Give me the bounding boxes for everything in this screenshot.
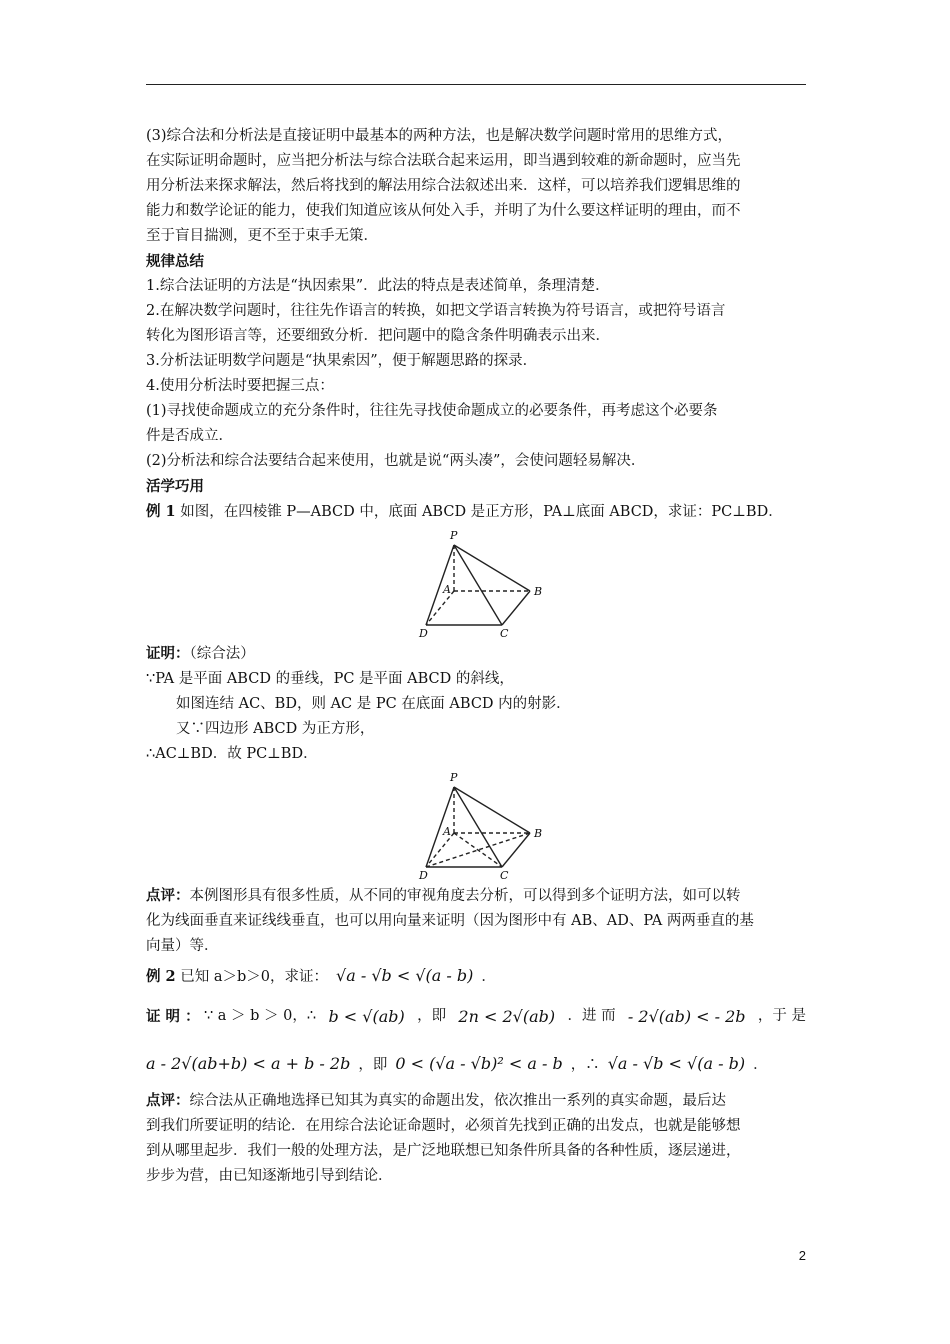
- comment-1: 点评：本例图形具有很多性质，从不同的审视角度去分析，可以得到多个证明方法，如可以转: [146, 887, 741, 904]
- rule-item: 4.使用分析法时要把握三点：: [146, 378, 334, 394]
- vertex-label: P: [450, 771, 458, 784]
- proof-line: 又∵四边形 ABCD 为正方形，: [176, 721, 375, 737]
- pyramid-figure-1: [146, 529, 806, 641]
- pyramid-diagram: [416, 771, 546, 881]
- rule-item: 转化为图形语言等，还要细致分析．把问题中的隐含条件明确表示出来．: [146, 328, 610, 344]
- header-rule: [146, 84, 806, 85]
- vertex-label: A: [443, 583, 451, 596]
- vertex-label: D: [419, 869, 428, 881]
- comment-label: 点评：: [146, 1092, 190, 1109]
- proof-header: 证明：（综合法）: [146, 645, 255, 662]
- formula: a - 2√(ab+b) < a + b - 2b: [146, 1054, 351, 1073]
- vertex-label: C: [500, 627, 509, 639]
- proof-label: 证明：: [146, 645, 190, 662]
- comment-line: 到我们所要证明的结论．在用综合法论证命题时，必须首先找到正确的出发点，也就是能够想: [146, 1118, 741, 1134]
- vertex-label: B: [534, 827, 543, 840]
- page-number: 2: [798, 1248, 806, 1263]
- comment-line: 步步为营，由已知逐渐地引导到结论．: [146, 1168, 393, 1184]
- paragraph: 用分析法来探求解法，然后将找到的解法用综合法叙述出来．这样，可以培养我们逻辑思维的: [146, 178, 741, 194]
- pyramid-diagram: [416, 529, 546, 639]
- proof-2-line-2: a - 2√(ab+b) < a + b - 2b ，即 0 < (√a - √b)² < a - b ，∴ √a - √b < √(a - b) ．: [146, 1054, 768, 1073]
- paragraph: (3)综合法和分析法是直接证明中最基本的两种方法，也是解决数学问题时常用的思维方式，: [146, 128, 733, 144]
- vertex-label: B: [534, 585, 543, 598]
- comment-line: 到从哪里起步．我们一般的处理方法，是广泛地联想已知条件所具备的各种性质，逐层递进，: [146, 1143, 741, 1159]
- document-body: [146, 124, 806, 1189]
- vertex-label: P: [450, 529, 458, 542]
- rule-item: (2)分析法和综合法要结合起来使用，也就是说“两头凑”，会使问题轻易解决．: [146, 453, 646, 469]
- comment-label: 点评：: [146, 887, 190, 904]
- comment-line: 向量）等．: [146, 938, 219, 954]
- example-text: 如图，在四棱锥 P—ABCD 中，底面 ABCD 是正方形，PA⊥底面 ABCD，求证：PC⊥BD．: [175, 504, 783, 520]
- proof-2-line-1: 证 明 ： ∵ a ＞ b ＞ 0，∴ b < √(ab) ，即 2n < 2√(ab) ．进 而 - 2√(ab) < - 2b ，于 是: [146, 1004, 806, 1029]
- comment-line: 化为线面垂直来证线线垂直，也可以用向量来证明（因为图形中有 AB、AD、PA 两两垂直的基: [146, 913, 754, 929]
- comment-2: 点评：综合法从正确地选择已知其为真实的命题出发，依次推出一系列的真实命题，最后达: [146, 1092, 726, 1109]
- proof-line: ∴AC⊥BD．故 PC⊥BD．: [146, 746, 318, 762]
- proof-line: ∵PA 是平面 ABCD 的垂线，PC 是平面 ABCD 的斜线，: [146, 671, 514, 687]
- example-label: 例 1: [146, 503, 176, 520]
- rule-item: 2.在解决数学问题时，往往先作语言的转换，如把文学语言转换为符号语言，或把符号语言: [146, 303, 726, 319]
- rule-item: 件是否成立．: [146, 428, 233, 444]
- rule-item: (1)寻找使命题成立的充分条件时，往往先寻找使命题成立的必要条件，再考虑这个必要条: [146, 403, 718, 419]
- formula: 2n < 2√(ab): [458, 1007, 556, 1026]
- example-label: 例 2: [146, 968, 176, 985]
- formula: √a - √b < √(a - b): [607, 1054, 746, 1073]
- formula: 0 < (√a - √b)² < a - b: [395, 1054, 563, 1073]
- section-heading-practice: 活学巧用: [146, 478, 204, 495]
- proof-label: 证 明 ：: [146, 1008, 200, 1025]
- paragraph: 能力和数学论证的能力，使我们知道应该从何处入手，并明了为什么要这样证明的理由，而不: [146, 203, 741, 219]
- example-1: [146, 499, 806, 525]
- formula: b < √(ab): [328, 1007, 405, 1026]
- paragraph: 在实际证明命题时，应当把分析法与综合法联合起来运用，即当遇到较难的新命题时，应当先: [146, 153, 741, 169]
- formula: - 2√(ab) < - 2b: [627, 1007, 746, 1026]
- vertex-label: C: [500, 869, 509, 881]
- section-heading-rules: 规律总结: [146, 253, 204, 270]
- example-2: 例 2 已知 a＞b＞0，求证： √a - √b < √(a - b) ．: [146, 966, 496, 985]
- rule-item: 3.分析法证明数学问题是“执果索因”，便于解题思路的探录．: [146, 353, 538, 369]
- vertex-label: D: [419, 627, 428, 639]
- formula: √a - √b < √(a - b): [336, 966, 474, 985]
- paragraph: 至于盲目揣测，更不至于束手无策．: [146, 228, 378, 244]
- pyramid-figure-2: [146, 771, 806, 883]
- vertex-label: A: [443, 825, 451, 838]
- rule-item: 1.综合法证明的方法是“执因索果”．此法的特点是表述简单，条理清楚．: [146, 278, 610, 294]
- proof-line: 如图连结 AC、BD，则 AC 是 PC 在底面 ABCD 内的射影．: [176, 696, 571, 712]
